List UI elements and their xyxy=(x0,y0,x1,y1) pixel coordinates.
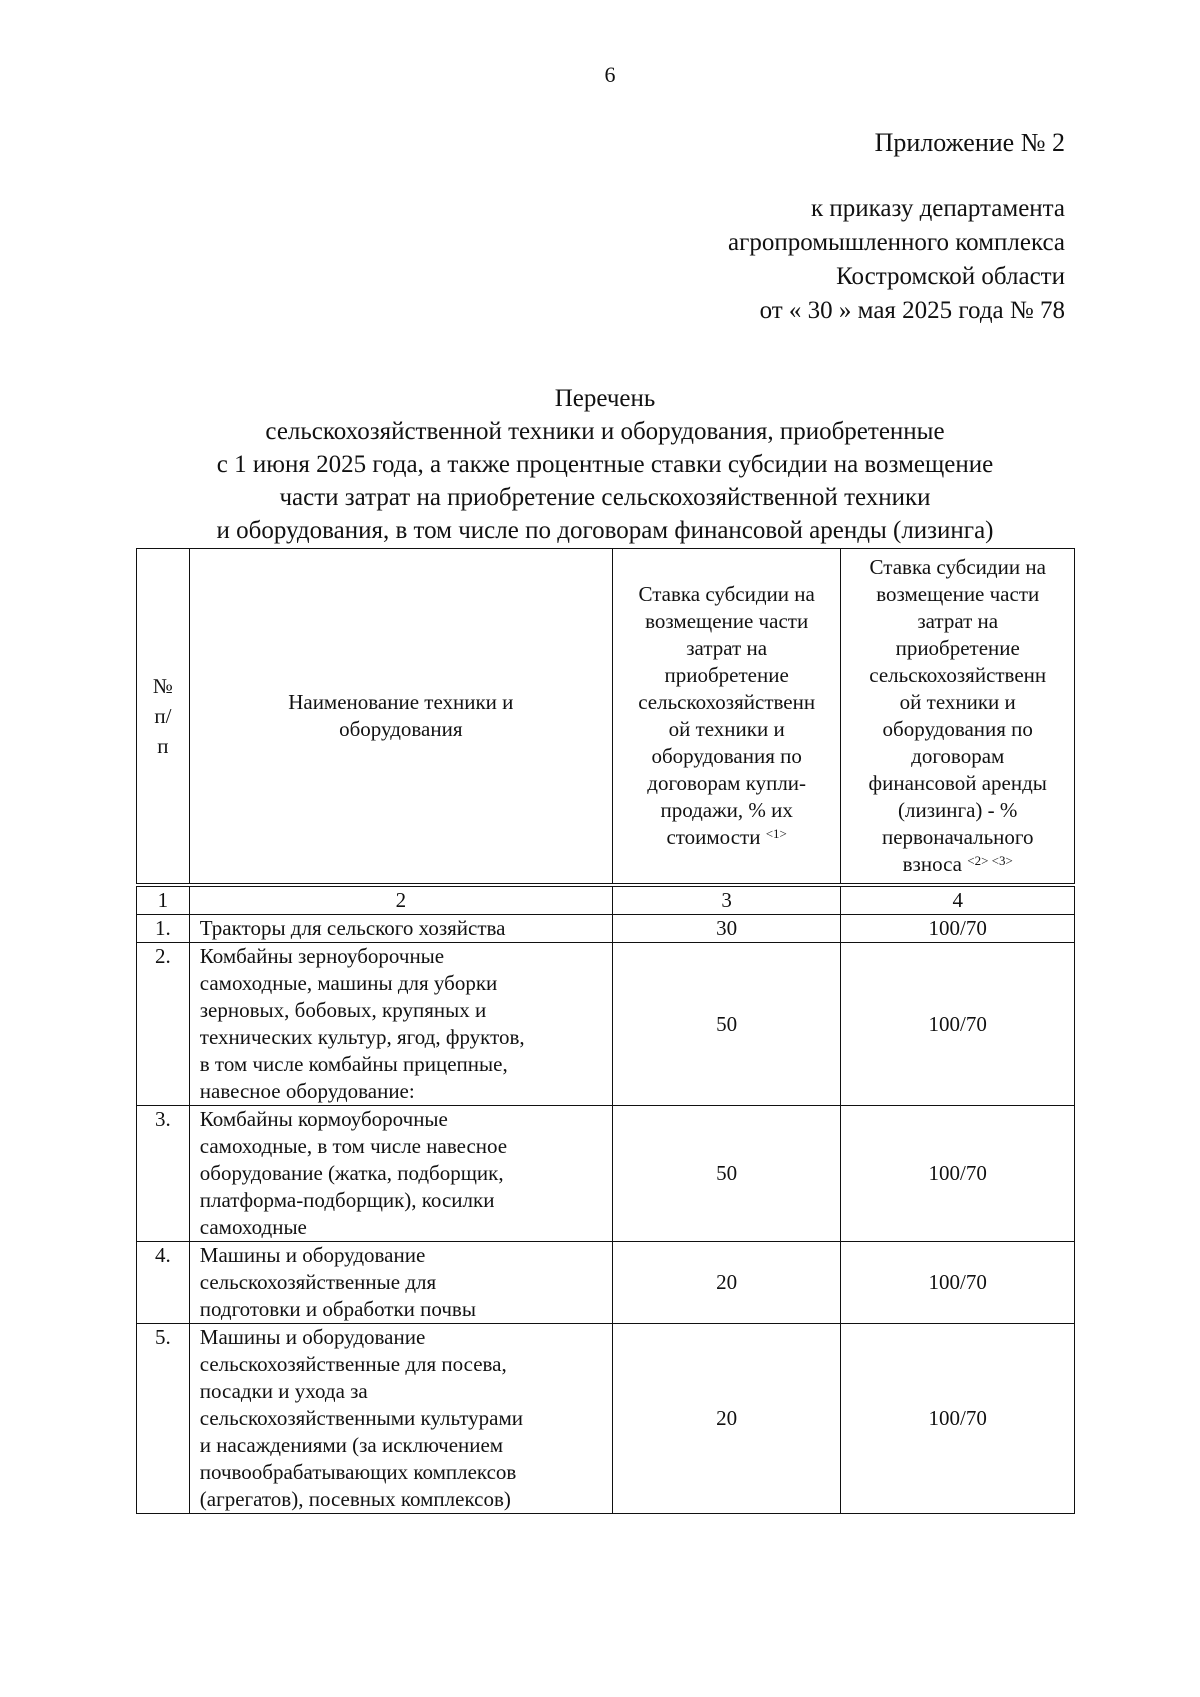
order-ref-line: Костромской области xyxy=(836,263,1065,290)
row-number: 1. xyxy=(137,915,190,943)
header-number-line: п xyxy=(157,734,169,758)
header-number-line: п/ xyxy=(154,704,172,728)
header-rate-leasing xyxy=(841,549,1075,886)
header-rate-purchase-line: возмещение части xyxy=(645,609,809,633)
header-rate-leasing-line xyxy=(845,851,1070,878)
header-rate-purchase-line: оборудования по xyxy=(651,744,802,768)
row-name-line: навесное оборудование: xyxy=(199,1079,415,1103)
header-rate-purchase-line xyxy=(617,824,837,851)
row-name-line: самоходные, машины для уборки xyxy=(199,971,498,995)
header-rate-purchase-text: стоимости xyxy=(666,825,761,849)
row-name-line: Машины и оборудование xyxy=(199,1243,426,1267)
header-rate-leasing-line: возмещение части xyxy=(876,582,1040,606)
row-name-line: оборудование (жатка, подборщик, xyxy=(199,1161,504,1185)
heading-line: Перечень xyxy=(554,385,656,412)
appendix-title: Приложение № 2 xyxy=(874,128,1065,157)
row-name xyxy=(189,915,612,943)
header-rate-purchase-line: затрат на xyxy=(686,636,768,660)
table-header-row xyxy=(137,549,1075,886)
footnote-marker: <1> xyxy=(765,826,787,841)
header-rate-leasing-line: договорам xyxy=(911,744,1005,768)
header-rate-leasing-line: приобретение xyxy=(895,636,1020,660)
row-name-line: зерновых, бобовых, крупяных и xyxy=(199,998,487,1022)
row-rate-purchase: 30 xyxy=(612,915,841,943)
row-name-line: сельскохозяйственные для посева, xyxy=(199,1352,507,1376)
table-row xyxy=(137,943,1075,1106)
footnote-marker: <2> <3> xyxy=(967,853,1013,868)
header-rate-purchase-line: продажи, % их xyxy=(660,798,793,822)
header-rate-leasing-line: оборудования по xyxy=(882,717,1033,741)
row-name-line: Комбайны зерноуборочные xyxy=(199,944,445,968)
header-rate-purchase-line: сельскохозяйственн xyxy=(638,690,816,714)
header-rate-leasing-line: финансовой аренды xyxy=(868,771,1047,795)
row-rate-leasing: 100/70 xyxy=(841,943,1075,1106)
row-rate-leasing: 100/70 xyxy=(841,1324,1075,1514)
row-name-line: технических культур, ягод, фруктов, xyxy=(199,1025,525,1049)
header-rate-leasing-line: (лизинга) - % xyxy=(898,798,1018,822)
row-rate-leasing: 100/70 xyxy=(841,915,1075,943)
table-row xyxy=(137,1106,1075,1242)
table-row xyxy=(137,915,1075,943)
row-rate-purchase: 20 xyxy=(612,1242,841,1324)
row-rate-purchase: 50 xyxy=(612,1106,841,1242)
page-number: 6 xyxy=(604,62,616,87)
row-name-line: посадки и ухода за xyxy=(199,1379,368,1403)
header-rate-purchase-line: договорам купли- xyxy=(647,771,807,795)
header-name-line: Наименование техники и xyxy=(288,690,514,714)
subsidy-rates-table xyxy=(136,548,1075,1514)
order-ref-line: агропромышленного комплекса xyxy=(727,229,1065,256)
column-number: 1 xyxy=(137,885,190,915)
row-name-line: Комбайны кормоуборочные xyxy=(199,1107,448,1131)
row-rate-purchase: 20 xyxy=(612,1324,841,1514)
row-rate-purchase: 50 xyxy=(612,943,841,1106)
header-rate-purchase-line: Ставка субсидии на xyxy=(638,582,815,606)
row-rate-leasing: 100/70 xyxy=(841,1106,1075,1242)
row-name-line: платформа-подборщик), косилки xyxy=(199,1188,495,1212)
row-rate-leasing: 100/70 xyxy=(841,1242,1075,1324)
row-number: 2. xyxy=(137,943,190,1106)
header-name xyxy=(189,549,612,886)
order-reference xyxy=(728,192,1065,328)
row-name-line: Тракторы для сельского хозяйства xyxy=(199,916,506,940)
order-ref-line: к приказу департамента xyxy=(810,195,1065,222)
row-name xyxy=(189,1324,612,1514)
column-number: 2 xyxy=(189,885,612,915)
header-number-line: № xyxy=(152,674,173,698)
row-name-line: (агрегатов), посевных комплексов) xyxy=(199,1487,511,1511)
heading-line: с 1 июня 2025 года, а также процентные ставки субсидии на возмещение xyxy=(216,451,994,478)
header-name-line: оборудования xyxy=(339,717,463,741)
header-rate-leasing-text: взноса xyxy=(902,852,962,876)
header-rate-purchase-line: приобретение xyxy=(664,663,789,687)
row-name xyxy=(189,943,612,1106)
column-number: 4 xyxy=(841,885,1075,915)
heading-line: части затрат на приобретение сельскохозяйственной техники xyxy=(279,484,931,511)
row-number: 4. xyxy=(137,1242,190,1324)
order-ref-line: от « 30 » мая 2025 года № 78 xyxy=(759,297,1065,324)
row-name-line: самоходные xyxy=(199,1215,307,1239)
row-name-line: в том числе комбайны прицепные, xyxy=(199,1052,508,1076)
row-name-line: подготовки и обработки почвы xyxy=(199,1297,476,1321)
header-rate-leasing-line: Ставка субсидии на xyxy=(869,555,1046,579)
list-heading xyxy=(133,382,1077,547)
row-name xyxy=(189,1106,612,1242)
header-number xyxy=(137,549,190,886)
column-number: 3 xyxy=(612,885,841,915)
header-rate-leasing-line: сельскохозяйственн xyxy=(869,663,1047,687)
row-name-line: почвообрабатывающих комплексов xyxy=(199,1460,517,1484)
heading-line: сельскохозяйственной техники и оборудования, приобретенные xyxy=(265,418,945,445)
header-rate-purchase-line: ой техники и xyxy=(668,717,785,741)
header-rate-leasing-line: затрат на xyxy=(917,609,999,633)
row-name-line: самоходные, в том числе навесное xyxy=(199,1134,508,1158)
row-name-line: и насаждениями (за исключением xyxy=(199,1433,504,1457)
header-rate-leasing-line: первоначального xyxy=(881,825,1034,849)
table-row xyxy=(137,1242,1075,1324)
row-number: 5. xyxy=(137,1324,190,1514)
row-name xyxy=(189,1242,612,1324)
column-number-row xyxy=(137,885,1075,915)
table-row xyxy=(137,1324,1075,1514)
heading-line: и оборудования, в том числе по договорам финансовой аренды (лизинга) xyxy=(216,517,994,544)
header-rate-purchase xyxy=(612,549,841,886)
row-name-line: сельскохозяйственными культурами xyxy=(199,1406,524,1430)
header-rate-leasing-line: ой техники и xyxy=(899,690,1016,714)
row-name-line: Машины и оборудование xyxy=(199,1325,426,1349)
row-number: 3. xyxy=(137,1106,190,1242)
row-name-line: сельскохозяйственные для xyxy=(199,1270,437,1294)
